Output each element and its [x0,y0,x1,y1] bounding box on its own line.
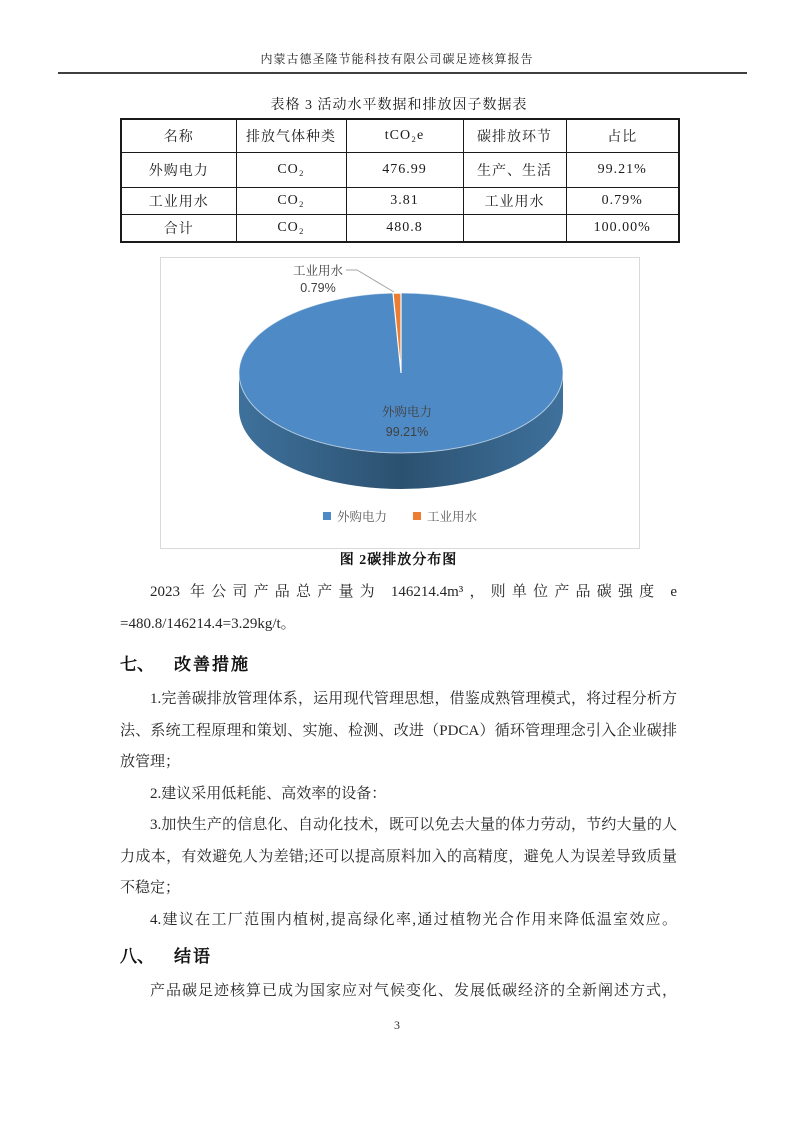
cell-share: 0.79% [566,187,679,214]
cell-stage [463,214,566,242]
cell-name: 合计 [121,214,236,242]
cell-share: 100.00% [566,214,679,242]
conclusion-paragraph: 产品碳足迹核算已成为国家应对气候变化、发展低碳经济的全新阐述方式， [150,983,677,999]
pie-label-purchased-electricity: 外购电力 [381,405,433,419]
col-header-tco2e: tCO₂e [346,119,463,152]
table-total-row [121,214,679,242]
table-caption: 表格 3 活动水平数据和排放因子数据表 [270,98,528,113]
chart-legend [161,507,639,525]
legend-label: 外购电力 [336,510,387,524]
legend-item-purchased-electricity [323,507,387,525]
pie-value-purchased-electricity: 99.21% [385,425,429,439]
col-header-share: 占比 [566,119,679,152]
page-header-title: 内蒙古德圣隆节能科技有限公司碳足迹核算报告 [260,52,534,66]
paragraph-production-line2: =480.8/146214.4=3.29kg/t。 [120,616,296,632]
section-heading-improvement [120,652,677,678]
document-body [120,550,677,1008]
cell-tco2e: 476.99 [346,152,463,187]
legend-item-industrial-water [413,507,477,525]
section-title: 改善措施 [174,655,250,674]
cell-name: 外购电力 [121,152,236,187]
legend-swatch-orange-icon [413,512,421,520]
page-number: 3 [394,1018,400,1032]
section-number: 七、 [120,655,154,674]
col-header-emission-stage: 碳排放环节 [463,119,566,152]
improvement-item-4: 4.建议在工厂范围内植树,提高绿化率,通过植物光合作用来降低温室效应。 [150,911,677,928]
section-heading-conclusion [120,944,677,970]
label-leader-line [346,270,394,292]
legend-swatch-blue-icon [323,512,331,520]
figure-caption: 图 2碳排放分布图 [339,553,458,568]
cell-stage: 工业用水 [463,187,566,214]
cell-gas: CO₂ [236,152,346,187]
pie-value-industrial-water: 0.79% [300,281,336,295]
col-header-gas-type: 排放气体种类 [236,119,346,152]
header-divider [58,72,747,74]
cell-share: 99.21% [566,152,679,187]
table-row [121,187,679,214]
cell-tco2e: 480.8 [346,214,463,242]
table-row [121,152,679,187]
cell-tco2e: 3.81 [346,187,463,214]
table-header-row [121,119,679,152]
paragraph-production-line1: 2023 年公司产品总产量为 146214.4m³，则单位产品碳强度 e [150,584,677,600]
legend-label: 工业用水 [427,510,478,524]
section-number: 八、 [120,947,154,966]
improvement-item-1: 1.完善碳排放管理体系，运用现代管理思想，借鉴成熟管理模式，将过程分析方法、系统工程原理和策划、实施、检测、改进（PDCA）循环管理理念引入企业碳排放管理； [120,691,677,770]
pie-chart-panel [160,257,640,549]
cell-gas: CO₂ [236,187,346,214]
cell-stage: 生产、生活 [463,152,566,187]
emission-data-table [120,118,680,243]
col-header-name: 名称 [121,119,236,152]
section-title: 结语 [174,947,212,966]
improvement-item-2: 2.建议采用低耗能、高效率的设备： [150,785,387,802]
pie-chart [161,258,639,548]
cell-gas: CO₂ [236,214,346,242]
cell-name: 工业用水 [121,187,236,214]
improvement-item-3: 3.加快生产的信息化、自动化技术，既可以免去大量的体力劳动，节约大量的人力成本，有效避免人为差错;还可以提高原料加入的高精度，避免人为误差导致质量不稳定； [120,817,677,896]
pie-label-industrial-water: 工业用水 [292,264,344,278]
